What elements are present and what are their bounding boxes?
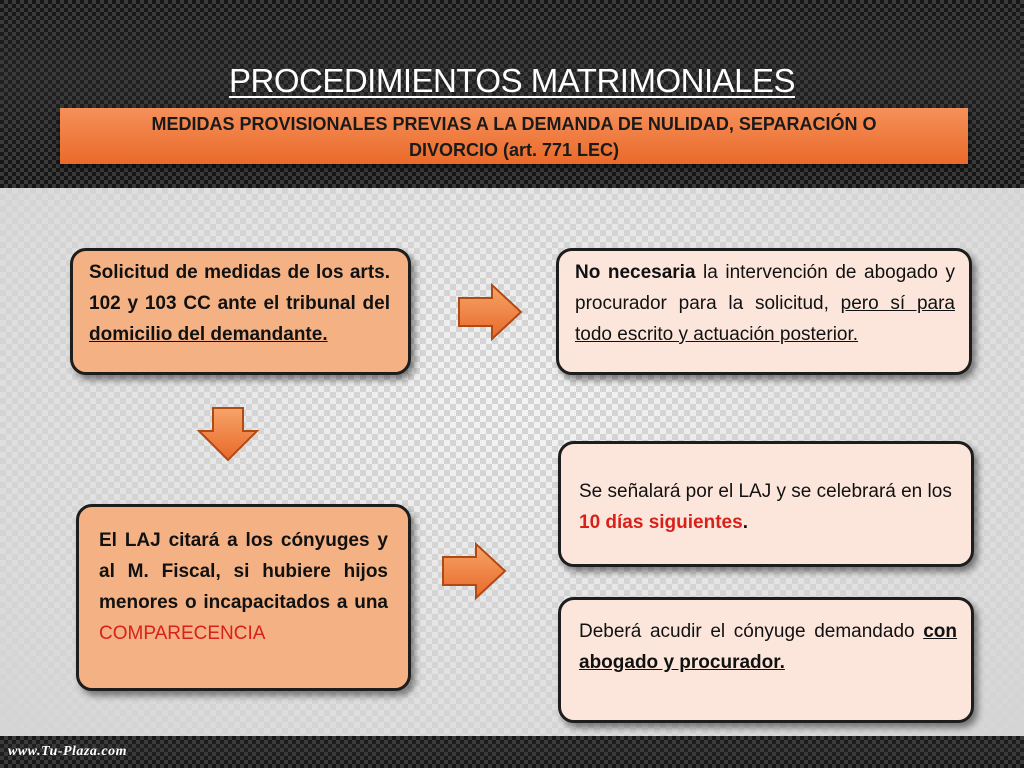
banner-line-2: DIVORCIO (art. 771 LEC) — [408, 140, 620, 160]
subtitle-banner — [60, 108, 968, 164]
not-required-emphasis: No necesaria — [575, 262, 696, 283]
summons-box — [76, 504, 411, 691]
footer-bar — [0, 736, 1024, 768]
request-court-text: domicilio del demandante. — [89, 324, 328, 345]
attendance-text: Deberá acudir el cónyuge demandado — [579, 621, 924, 642]
page-title: PROCEDIMIENTOS MATRIMONIALES — [228, 62, 795, 99]
hearing-text: Se señalará por el LAJ y se celebrará en los — [579, 481, 952, 502]
arrow-down-icon — [196, 405, 260, 463]
ten-days-text: 10 días siguientes — [579, 512, 743, 533]
later-required-text: pero sí para todo escrito y actuación posterior. — [575, 293, 955, 345]
banner-line-1: MEDIDAS PROVISIONALES PREVIAS A LA DEMANDA DE NULIDAD, SEPARACIÓN O — [151, 114, 877, 134]
request-text: Solicitud de medidas de los arts. 102 y 103 CC ante el tribunal del — [89, 262, 390, 314]
comparecencia-text: COMPARECENCIA — [99, 623, 266, 644]
hearing-date-box — [558, 441, 974, 567]
arrow-right-icon — [456, 282, 526, 342]
arrow-right-icon — [440, 541, 510, 601]
step-request-box — [70, 248, 411, 375]
not-required-text: la intervención de abogado y procurador para la solicitud, — [575, 262, 955, 314]
summons-text: El LAJ citará a los cónyuges y al M. Fiscal, si hubiere hijos menores o incapacitados a una — [99, 530, 388, 613]
respondent-attendance-box — [558, 597, 974, 723]
hearing-period: . — [742, 512, 748, 533]
footer-website: www.Tu-Plaza.com — [8, 744, 127, 759]
attendance-requirement-text: con abogado y procurador. — [579, 621, 957, 673]
lawyer-not-required-box — [556, 248, 972, 375]
